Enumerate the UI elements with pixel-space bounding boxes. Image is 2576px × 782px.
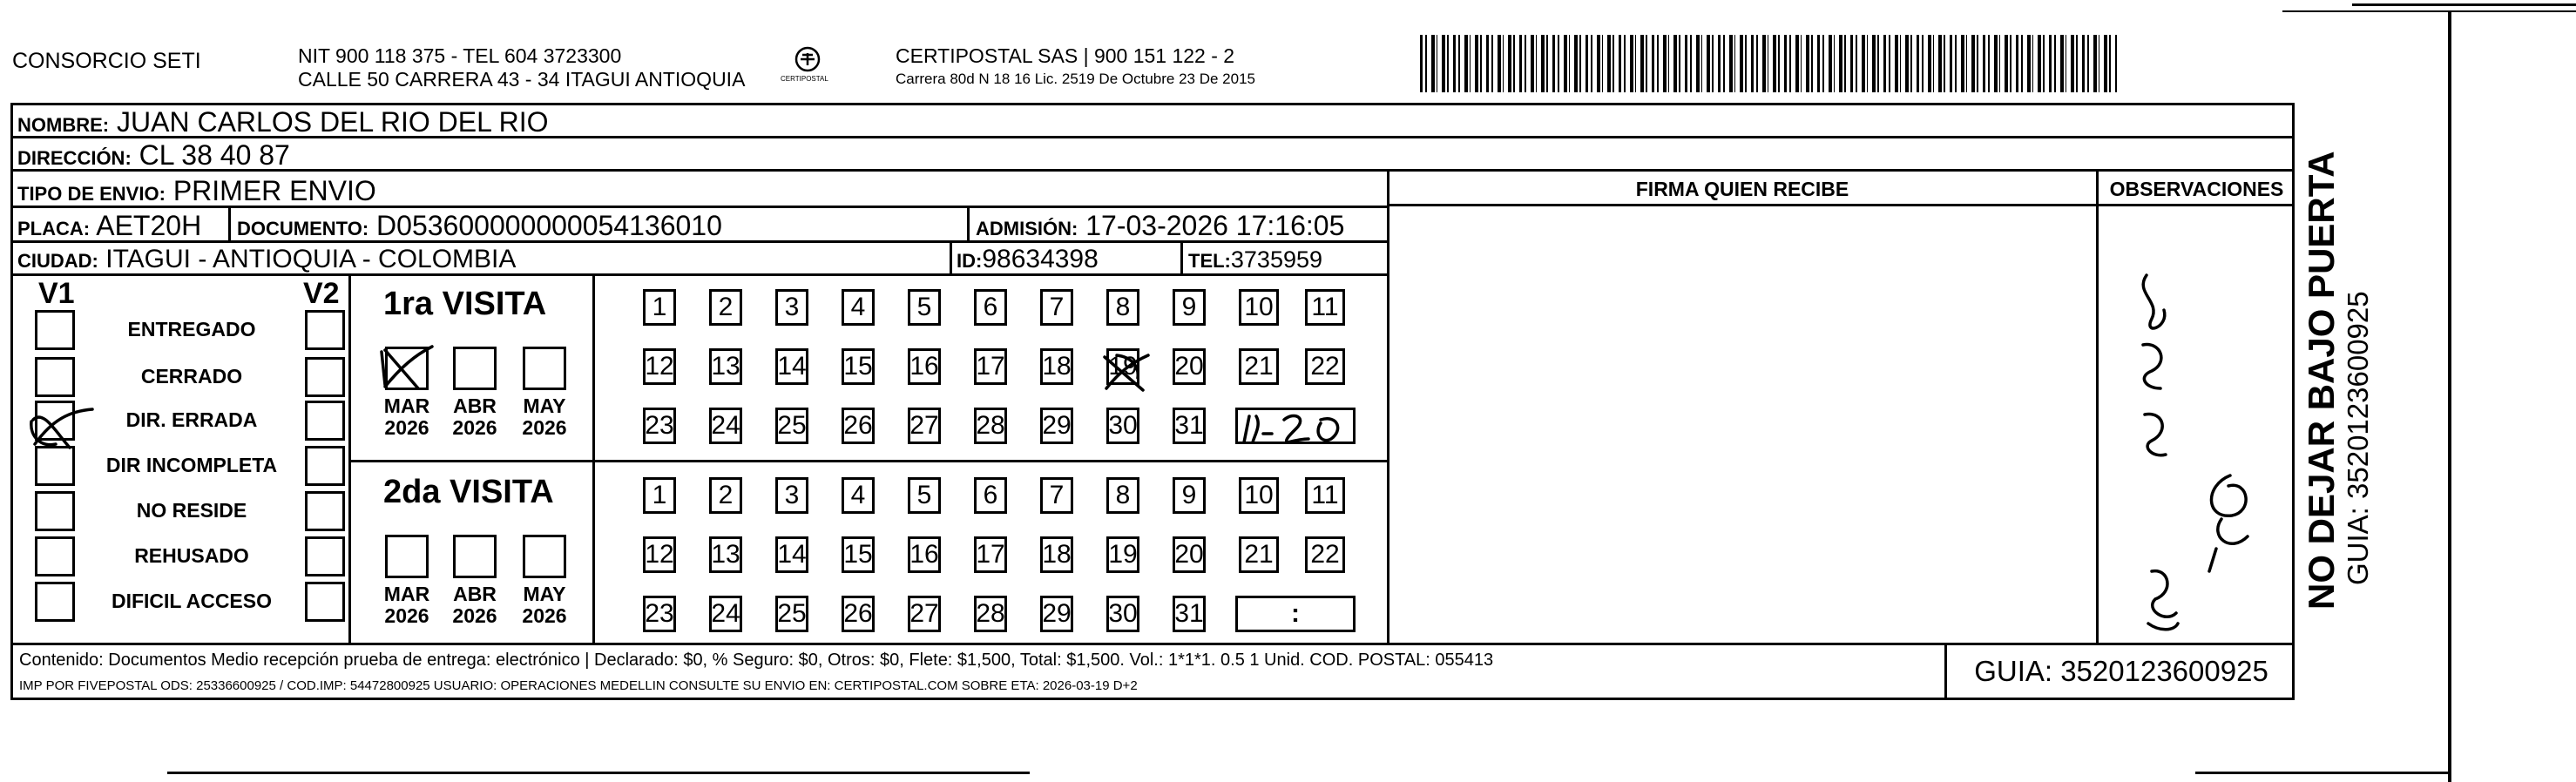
admision-value: 17-03-2026 17:16:05 bbox=[1085, 210, 1345, 241]
placa-label: PLACA: bbox=[17, 218, 91, 239]
day-box-16[interactable]: 16 bbox=[908, 348, 941, 385]
day-box-29[interactable]: 29 bbox=[1040, 408, 1073, 444]
day-box-8[interactable]: 8 bbox=[1106, 477, 1139, 514]
v1-checkbox[interactable] bbox=[35, 536, 75, 576]
day-box-2[interactable]: 2 bbox=[709, 477, 742, 514]
day-box-3[interactable]: 3 bbox=[775, 289, 808, 326]
v1-checkbox[interactable] bbox=[35, 310, 75, 350]
month-year: 2026 bbox=[452, 604, 497, 628]
day-box-22[interactable]: 22 bbox=[1305, 348, 1345, 385]
visit-title: 2da VISITA bbox=[383, 474, 554, 510]
month-year: 2026 bbox=[384, 604, 429, 628]
observation-handwriting-icon bbox=[2126, 258, 2265, 641]
day-box-31[interactable]: 31 bbox=[1173, 596, 1206, 632]
day-box-30[interactable]: 30 bbox=[1106, 596, 1139, 632]
status-option-label: REHUSADO bbox=[134, 544, 249, 567]
day-box-14[interactable]: 14 bbox=[775, 348, 808, 385]
day-box-4[interactable]: 4 bbox=[842, 289, 875, 326]
day-box-19[interactable]: 19 bbox=[1106, 348, 1139, 385]
day-box-26[interactable]: 26 bbox=[842, 408, 875, 444]
v2-label: V2 bbox=[303, 277, 340, 310]
month-checkbox[interactable] bbox=[453, 535, 497, 578]
footer-line bbox=[10, 643, 2295, 645]
status-option-label: CERRADO bbox=[140, 365, 243, 388]
tel-label: TEL: bbox=[1188, 250, 1231, 272]
v1-checkmark-icon bbox=[26, 402, 96, 451]
placa-value: AET20H bbox=[96, 210, 202, 241]
month-name: ABR bbox=[453, 583, 497, 605]
month-checkbox[interactable] bbox=[523, 347, 566, 390]
barcode bbox=[1420, 35, 2117, 92]
v1-checkbox[interactable] bbox=[35, 491, 75, 531]
day-box-6[interactable]: 6 bbox=[974, 289, 1007, 326]
id-value: 98634398 bbox=[982, 245, 1099, 273]
col-placa-doc bbox=[228, 206, 231, 240]
day-box-7[interactable]: 7 bbox=[1040, 477, 1073, 514]
day-box-24[interactable]: 24 bbox=[709, 596, 742, 632]
day-box-27[interactable]: 27 bbox=[908, 408, 941, 444]
v2-checkbox[interactable] bbox=[305, 310, 345, 350]
day-box-19[interactable]: 19 bbox=[1106, 536, 1139, 573]
tipo-envio-value: PRIMER ENVIO bbox=[172, 175, 376, 206]
certipostal-logo: CERTIPOSTAL bbox=[777, 45, 838, 89]
month-name: MAY bbox=[523, 583, 566, 605]
day-box-28[interactable]: 28 bbox=[974, 408, 1007, 444]
status-option-label: NO RESIDE bbox=[136, 499, 247, 522]
month-year: 2026 bbox=[452, 416, 497, 440]
id-label: ID: bbox=[957, 250, 983, 272]
documento-label: DOCUMENTO: bbox=[237, 218, 369, 239]
month-checkbox[interactable] bbox=[523, 535, 566, 578]
day-box-16[interactable]: 16 bbox=[908, 536, 941, 573]
col-visit-mid bbox=[592, 273, 595, 643]
side-vertical-text bbox=[2300, 122, 2378, 610]
day-box-21[interactable]: 21 bbox=[1239, 536, 1279, 573]
nombre-label: NOMBRE: bbox=[17, 114, 110, 136]
day-box-27[interactable]: 27 bbox=[908, 596, 941, 632]
day-box-5[interactable]: 5 bbox=[908, 477, 941, 514]
month-year: 2026 bbox=[522, 416, 567, 440]
day-box-15[interactable]: 15 bbox=[842, 536, 875, 573]
page-edge-right bbox=[2448, 12, 2451, 782]
firma-header: FIRMA QUIEN RECIBE bbox=[1635, 178, 1849, 200]
day-box-2[interactable]: 2 bbox=[709, 289, 742, 326]
bottom-line-2 bbox=[2195, 772, 2448, 774]
day-box-9[interactable]: 9 bbox=[1173, 477, 1206, 514]
direccion-value: CL 38 40 87 bbox=[139, 139, 290, 171]
day-box-10[interactable]: 10 bbox=[1239, 477, 1279, 514]
day-box-11[interactable]: 11 bbox=[1305, 477, 1345, 514]
day-box-17[interactable]: 17 bbox=[974, 536, 1007, 573]
admision-label: ADMISIÓN: bbox=[976, 218, 1078, 239]
visit-divider bbox=[348, 460, 1387, 462]
day-box-18[interactable]: 18 bbox=[1040, 348, 1073, 385]
ciudad-value: ITAGUI - ANTIOQUIA - COLOMBIA bbox=[105, 245, 517, 273]
day-box-1[interactable]: 1 bbox=[643, 477, 676, 514]
day-box-31[interactable]: 31 bbox=[1173, 408, 1206, 444]
row-line-2 bbox=[10, 169, 2295, 172]
month-year: 2026 bbox=[522, 604, 567, 628]
col-id bbox=[950, 240, 952, 275]
tipo-envio-label: TIPO DE ENVIO: bbox=[17, 183, 166, 205]
month-name: MAY bbox=[523, 394, 566, 417]
v1-checkbox[interactable] bbox=[35, 446, 75, 486]
month-checkmark-icon bbox=[376, 341, 434, 394]
v1-label: V1 bbox=[38, 277, 75, 310]
ciudad-label: CIUDAD: bbox=[17, 250, 98, 272]
day-box-26[interactable]: 26 bbox=[842, 596, 875, 632]
bottom-line-1 bbox=[167, 772, 1030, 774]
day-box-15[interactable]: 15 bbox=[842, 348, 875, 385]
imp-text: IMP POR FIVEPOSTAL ODS: 25336600925 / COD.IMP: 54472800925 USUARIO: OPERACIONES MEDELLIN CONSULTE SU ENVIO EN: CERTIPOSTAL.COM SOBRE ETA: 2026-03-19 D+2 bbox=[19, 678, 1138, 693]
month-label bbox=[444, 395, 505, 440]
status-option-label: DIR INCOMPLETA bbox=[105, 454, 278, 476]
day-box-1[interactable]: 1 bbox=[643, 289, 676, 326]
carrier-license: Carrera 80d N 18 16 Lic. 2519 De Octubre 23 De 2015 bbox=[896, 71, 1255, 87]
company-name: CONSORCIO SETI bbox=[12, 49, 201, 73]
page-edge-top-2 bbox=[2282, 10, 2576, 12]
v2-checkbox[interactable] bbox=[305, 357, 345, 397]
col-v1 bbox=[348, 273, 351, 643]
day-box-6[interactable]: 6 bbox=[974, 477, 1007, 514]
day-box-28[interactable]: 28 bbox=[974, 596, 1007, 632]
day-box-11[interactable]: 11 bbox=[1305, 289, 1345, 326]
day-box-24[interactable]: 24 bbox=[709, 408, 742, 444]
guia-box-text: GUIA: 3520123600925 bbox=[1974, 655, 2268, 687]
time-handwriting-icon bbox=[1237, 408, 1350, 449]
month-label bbox=[444, 583, 505, 628]
month-year: 2026 bbox=[384, 416, 429, 440]
v1-checkbox[interactable] bbox=[35, 582, 75, 622]
day-box-25[interactable]: 25 bbox=[775, 408, 808, 444]
day-box-4[interactable]: 4 bbox=[842, 477, 875, 514]
day-box-17[interactable]: 17 bbox=[974, 348, 1007, 385]
side-guia: GUIA: 3520123600925 bbox=[2342, 291, 2374, 585]
direccion-label: DIRECCIÓN: bbox=[17, 147, 132, 169]
v2-checkbox[interactable] bbox=[305, 491, 345, 531]
address-line: CALLE 50 CARRERA 43 - 34 ITAGUI ANTIOQUIA bbox=[298, 68, 746, 91]
day-box-21[interactable]: 21 bbox=[1239, 348, 1279, 385]
day-box-12[interactable]: 12 bbox=[643, 536, 676, 573]
col-admision bbox=[967, 206, 970, 240]
month-checkbox[interactable] bbox=[453, 347, 497, 390]
status-option-label: ENTREGADO bbox=[127, 318, 256, 340]
month-label bbox=[514, 395, 575, 440]
col-firma bbox=[1387, 169, 1389, 643]
nombre-value: JUAN CARLOS DEL RIO DEL RIO bbox=[117, 106, 549, 138]
day-box-12[interactable]: 12 bbox=[643, 348, 676, 385]
month-label bbox=[514, 583, 575, 628]
day-box-5[interactable]: 5 bbox=[908, 289, 941, 326]
col-guia bbox=[1944, 643, 1947, 700]
col-obs bbox=[2096, 169, 2099, 643]
side-no-dejar: NO DEJAR BAJO PUERTA bbox=[2301, 151, 2342, 610]
day-box-9[interactable]: 9 bbox=[1173, 289, 1206, 326]
nit-line: NIT 900 118 375 - TEL 604 3723300 bbox=[298, 44, 622, 67]
day-box-23[interactable]: 23 bbox=[643, 408, 676, 444]
month-checkbox[interactable] bbox=[385, 535, 429, 578]
day-box-20[interactable]: 20 bbox=[1173, 348, 1206, 385]
day-box-29[interactable]: 29 bbox=[1040, 596, 1073, 632]
v2-checkbox[interactable] bbox=[305, 401, 345, 441]
day-box-10[interactable]: 10 bbox=[1239, 289, 1279, 326]
day-box-18[interactable]: 18 bbox=[1040, 536, 1073, 573]
documento-value: D053600000000054136010 bbox=[376, 210, 722, 241]
day-box-25[interactable]: 25 bbox=[775, 596, 808, 632]
visit-title: 1ra VISITA bbox=[383, 286, 547, 322]
day-box-13[interactable]: 13 bbox=[709, 536, 742, 573]
page-edge-top bbox=[2352, 3, 2576, 6]
day-box-30[interactable]: 30 bbox=[1106, 408, 1139, 444]
status-option-label: DIR. ERRADA bbox=[125, 408, 258, 431]
month-name: MAR bbox=[383, 394, 430, 417]
v2-checkbox[interactable] bbox=[305, 582, 345, 622]
day-box-8[interactable]: 8 bbox=[1106, 289, 1139, 326]
day-box-23[interactable]: 23 bbox=[643, 596, 676, 632]
day-box-20[interactable]: 20 bbox=[1173, 536, 1206, 573]
day-box-14[interactable]: 14 bbox=[775, 536, 808, 573]
v2-checkbox[interactable] bbox=[305, 446, 345, 486]
day-checkmark-icon bbox=[1099, 348, 1152, 397]
month-name: ABR bbox=[453, 394, 497, 417]
col-tel bbox=[1180, 240, 1183, 275]
v1-checkbox[interactable] bbox=[35, 357, 75, 397]
observaciones-header: OBSERVACIONES bbox=[2109, 178, 2284, 200]
v2-checkbox[interactable] bbox=[305, 536, 345, 576]
day-box-3[interactable]: 3 bbox=[775, 477, 808, 514]
time-box[interactable]: : bbox=[1235, 596, 1356, 632]
carrier-line: CERTIPOSTAL SAS | 900 151 122 - 2 bbox=[896, 44, 1235, 67]
day-box-13[interactable]: 13 bbox=[709, 348, 742, 385]
tel-value: 3735959 bbox=[1230, 246, 1323, 273]
month-label bbox=[376, 583, 437, 628]
month-label bbox=[376, 395, 437, 440]
row-line-3b bbox=[1387, 204, 2295, 206]
day-box-22[interactable]: 22 bbox=[1305, 536, 1345, 573]
month-name: MAR bbox=[383, 583, 430, 605]
day-box-7[interactable]: 7 bbox=[1040, 289, 1073, 326]
status-option-label: DIFICIL ACCESO bbox=[111, 590, 272, 612]
contenido-text: Contenido: Documentos Medio recepción prueba de entrega: electrónico | Declarado: $0, % Seguro: $0, Otros: $0, Flete: $1,500, Total: $1,500. Vol.: 1*1*1. 0.5 1 Unid. COD. POSTAL: 055413 bbox=[19, 651, 1494, 670]
